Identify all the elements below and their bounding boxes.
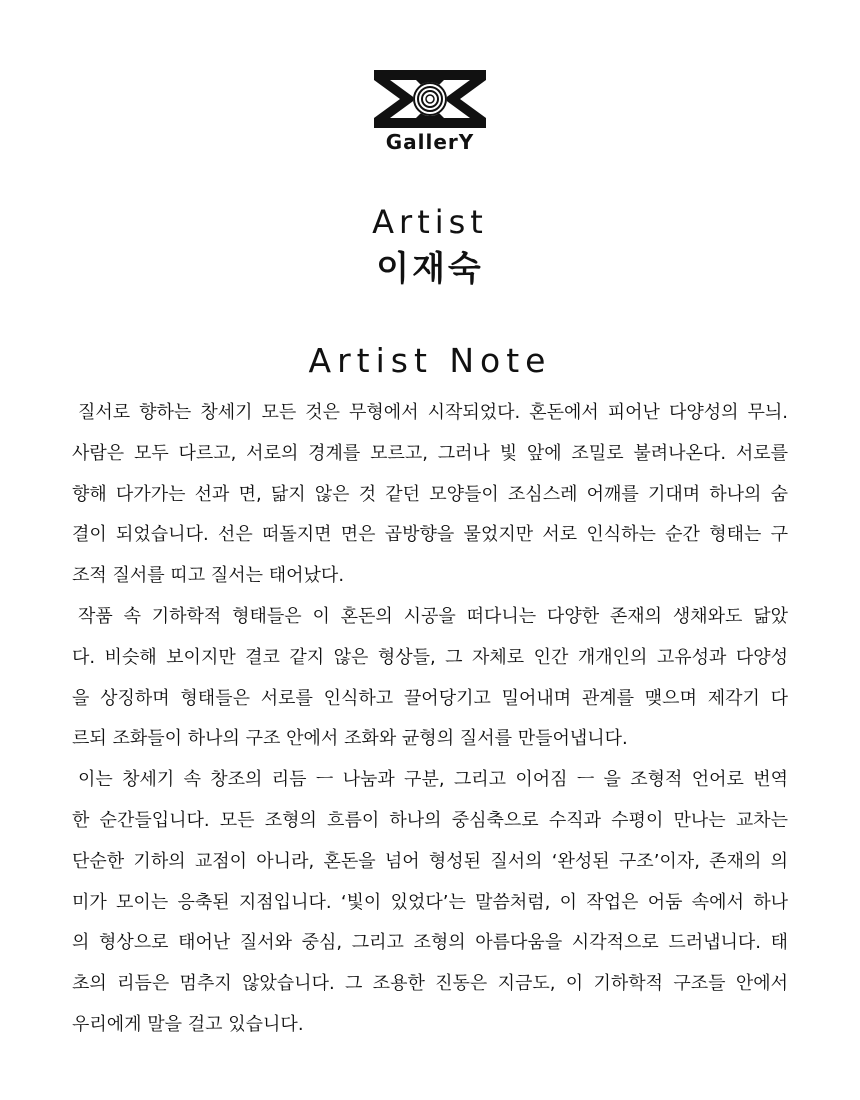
artist-name: 이재숙: [376, 249, 484, 289]
text-line: 결이 되었습니다. 선은 떠돌지면 면은 곱방향을 물었지만 서로 인식하는 순간 형태는 구: [72, 524, 788, 546]
text-line: 조적 질서를 띠고 질서는 태어났다.: [72, 565, 345, 587]
paragraph-1: [72, 393, 788, 597]
artist-label: Artist: [372, 203, 488, 241]
text-line: 질서로 향하는 창세기 모든 것은 무형에서 시작되었다. 혼돈에서 피어난 다양성의 무늬.: [78, 402, 788, 423]
text-line: 을 상징하며 형태들은 서로를 인식하고 끌어당기고 밀어내며 관계를 맺으며 제각기 다: [72, 687, 788, 709]
text-line: 향해 다가가는 선과 면, 닮지 않은 것 같던 모양들이 조심스레 어깨를 기대며 하나의 숨: [72, 483, 788, 505]
text-line: 사람은 모두 다르고, 서로의 경계를 모르고, 그러나 빛 앞에 조밀로 불려나온다. 서로를: [72, 442, 788, 464]
text-line: 이는 창세기 속 창조의 리듬 ㅡ 나눔과 구분, 그리고 이어짐 ㅡ 을 조형적 언어로 번역: [78, 769, 788, 791]
paragraph-3: [72, 760, 788, 1046]
text-line: 작품 속 기하학적 형태들은 이 혼돈의 시공을 떠다니는 다양한 존재의 생채와도 닮았: [78, 605, 788, 627]
text-line: 르되 조화들이 하나의 구조 안에서 조화와 균형의 질서를 만들어냅니다.: [72, 728, 628, 750]
text-line: 한 순간들입니다. 모든 조형의 흐름이 하나의 중심축으로 수직과 수평이 만나는 교차는: [72, 809, 788, 831]
text-line: 단순한 기하의 교점이 아니라, 혼돈을 넘어 형성된 질서의 ‘완성된 구조’이자, 존재의 의: [72, 850, 788, 872]
text-line: 의 형상으로 태어난 질서와 중심, 그리고 조형의 아름다움을 시각적으로 드러냅니다. 태: [72, 932, 788, 954]
text-line: 미가 모이는 응축된 지점입니다. ‘빛이 있었다’는 말씀처럼, 이 작업은 어둠 속에서 하나: [72, 891, 788, 913]
gallery-logo: [372, 68, 488, 158]
logo-mark-icon: [372, 68, 488, 130]
paragraph-2: [72, 597, 788, 760]
artist-note-title: Artist Note: [308, 341, 552, 380]
text-line: 우리에게 말을 걸고 있습니다.: [72, 1013, 304, 1035]
logo-text: GallerY: [385, 130, 475, 154]
text-line: 다. 비슷해 보이지만 결코 같지 않은 형상들, 그 자체로 인간 개개인의 고유성과 다양성: [72, 646, 788, 668]
text-line: 초의 리듬은 멈추지 않았습니다. 그 조용한 진동은 지금도, 이 기하학적 구조들 안에서: [72, 973, 788, 995]
artist-note-body: [72, 393, 788, 1046]
